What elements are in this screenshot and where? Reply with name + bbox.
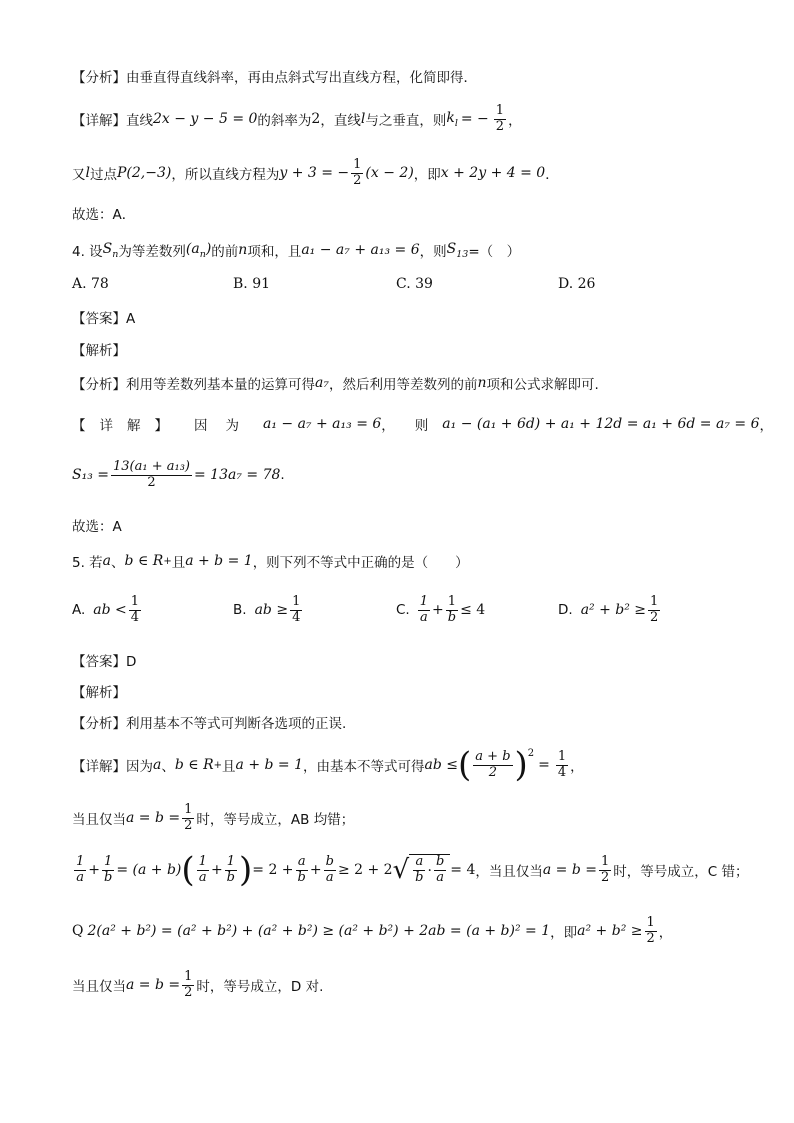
text: 的斜率为 bbox=[257, 113, 312, 130]
numerator: a bbox=[297, 853, 306, 869]
text: ，由基本不等式可得 bbox=[303, 759, 425, 775]
fraction bbox=[446, 595, 458, 626]
math-s13 bbox=[447, 241, 469, 260]
numerator: 1 bbox=[495, 103, 505, 118]
math-lhs: a² + b² ≥ bbox=[580, 602, 647, 619]
numerator: 1 bbox=[130, 594, 140, 609]
choice-text: 故选：A bbox=[72, 519, 122, 535]
text: 为等差数列 bbox=[118, 244, 186, 260]
right-paren: ) bbox=[239, 850, 253, 890]
q5-detail-3: $\frac{1}{a}$ + $\frac{1}{b}$ = (a + b) ( $\frac{1}{a}$ + $\frac{1}{b}$ ) = 2 + $\frac{a}{b}$ + $\frac{b}{a}$ ≥ 2 + 2 √ $\frac{a}{b}$ · $\frac{b}{a}$ = 4 ，当且仅当 a = b = $\frac{1}{2}$ 时，等号成立，C 错； bbox=[76, 850, 749, 890]
text: ，则 bbox=[419, 244, 447, 260]
math-s: S bbox=[446, 240, 457, 257]
q5-analysis bbox=[72, 712, 346, 732]
numerator: b bbox=[325, 853, 334, 869]
fraction bbox=[434, 855, 446, 886]
math-paren: ) bbox=[205, 240, 212, 257]
math-sub: n bbox=[112, 248, 119, 260]
text: 【分析】利用等差数列基本量的运算可得 bbox=[72, 377, 315, 393]
text: ，直线 bbox=[320, 113, 361, 130]
numerator: 1 bbox=[104, 853, 113, 869]
radical-sign-icon: √ bbox=[392, 855, 410, 885]
q4-option-a bbox=[72, 276, 109, 292]
right-paren: ) bbox=[514, 745, 528, 785]
text: 直线 bbox=[126, 113, 153, 130]
text: ． bbox=[545, 167, 559, 184]
denominator: 2 bbox=[495, 118, 505, 134]
text: ，则下列不等式中正确的是（ ） bbox=[252, 555, 469, 571]
text: ， bbox=[570, 759, 584, 775]
detail-line-q3-2 bbox=[72, 158, 559, 189]
fraction bbox=[225, 855, 237, 886]
text: 项和公式求解即可. bbox=[486, 377, 599, 393]
fraction bbox=[473, 750, 512, 781]
text: 项和，且 bbox=[247, 244, 302, 260]
denominator: b bbox=[447, 609, 457, 625]
denominator: a bbox=[436, 870, 444, 885]
left-paren: ( bbox=[458, 745, 472, 785]
numerator: 1 bbox=[184, 969, 193, 984]
math-equation: = (a + b) bbox=[116, 862, 182, 878]
fraction bbox=[290, 595, 302, 626]
numerator: 1 bbox=[184, 802, 193, 817]
denominator: 4 bbox=[557, 764, 567, 780]
numerator: b bbox=[435, 854, 445, 870]
option-label: A. bbox=[72, 602, 86, 619]
numerator: 1 bbox=[557, 748, 567, 764]
math-a: a bbox=[102, 553, 112, 569]
radicand bbox=[409, 854, 450, 886]
math-k: k bbox=[446, 110, 455, 127]
numerator: 1 bbox=[76, 853, 85, 869]
q5-detail-2 bbox=[72, 803, 354, 834]
math-an bbox=[186, 241, 211, 260]
text: 5. 若 bbox=[72, 555, 103, 571]
math-condition: a + b = 1 bbox=[185, 553, 253, 569]
jiexi-heading: 【解析】 bbox=[72, 685, 126, 701]
denominator: b bbox=[297, 869, 306, 885]
text: ，然后利用等差数列的前 bbox=[328, 377, 478, 393]
math-rhs: ≤ 4 bbox=[460, 602, 486, 619]
text: 又 bbox=[72, 167, 86, 184]
denominator: b bbox=[226, 869, 235, 885]
text: ，即 bbox=[413, 167, 441, 184]
question-5-stem bbox=[72, 551, 469, 571]
math-sub: n bbox=[199, 248, 206, 260]
numerator: 1 bbox=[419, 594, 428, 609]
text: 时，等号成立，D 对. bbox=[196, 979, 324, 996]
q5-detail-4 bbox=[72, 916, 672, 947]
option-text: B. 91 bbox=[233, 276, 271, 292]
math-lhs: S₁₃ = bbox=[72, 467, 109, 484]
q4-option-c bbox=[396, 276, 433, 292]
math-operator: + bbox=[432, 602, 444, 619]
text: 4. 设 bbox=[72, 244, 103, 260]
math-equation: a₁ − (a₁ + 6d) + a₁ + 12d = a₁ + 6d = a₇ = 6 bbox=[442, 416, 760, 432]
math-equation: a = b = bbox=[126, 977, 181, 994]
detail-tag: 【详解】 bbox=[72, 759, 126, 775]
denominator: 2 bbox=[184, 984, 193, 1000]
numerator: 1 bbox=[198, 853, 207, 869]
q4-option-d bbox=[558, 276, 595, 292]
math-operator: = − bbox=[460, 111, 489, 128]
fraction bbox=[129, 595, 141, 626]
fraction bbox=[111, 460, 192, 491]
fraction bbox=[324, 855, 336, 886]
math-a: (a bbox=[185, 240, 200, 257]
square-root bbox=[393, 854, 451, 886]
denominator: a bbox=[419, 609, 428, 625]
numerator: 1 bbox=[226, 853, 235, 869]
q5-answer bbox=[72, 650, 136, 670]
denominator: a bbox=[76, 869, 85, 885]
choice-line-q3 bbox=[72, 203, 135, 223]
q4-analysis bbox=[72, 373, 599, 393]
text: 过点 bbox=[89, 167, 117, 184]
fraction bbox=[645, 916, 657, 947]
math-equation: a² + b² ≥ bbox=[577, 923, 643, 940]
fraction bbox=[351, 158, 363, 189]
math-s: S bbox=[102, 240, 113, 257]
math-symbol: l bbox=[360, 111, 366, 128]
denominator: b bbox=[104, 869, 113, 885]
fraction bbox=[74, 855, 86, 886]
math-equation: (x − 2) bbox=[365, 165, 414, 182]
q5-option-d bbox=[558, 595, 662, 626]
math-sn bbox=[103, 241, 119, 260]
text: 、 bbox=[111, 555, 125, 571]
q5-detail-5 bbox=[72, 970, 323, 1001]
text: ， bbox=[658, 925, 673, 942]
math-point: P(2,−3) bbox=[116, 165, 172, 182]
text: 且 bbox=[171, 555, 186, 571]
math-symbol: l bbox=[85, 165, 90, 182]
numerator: 1 bbox=[650, 594, 659, 609]
text: ， bbox=[381, 418, 395, 434]
analysis-line-q3 bbox=[72, 66, 477, 86]
q5-option-c bbox=[396, 595, 485, 626]
text: 当且仅当 bbox=[72, 812, 126, 829]
option-label: D. bbox=[558, 602, 573, 619]
analysis-text: 【分析】利用基本不等式可判断各选项的正误. bbox=[72, 716, 347, 732]
text: =（ ） bbox=[468, 244, 521, 260]
denominator: 2 bbox=[184, 817, 193, 833]
text: ， bbox=[508, 113, 522, 130]
denominator: 2 bbox=[600, 869, 610, 885]
math-set: b ∈ R bbox=[124, 553, 164, 569]
numerator: 1 bbox=[353, 157, 362, 172]
numerator: 1 bbox=[600, 853, 610, 869]
math-sup: + bbox=[163, 555, 172, 567]
math-equation: y + 3 = − bbox=[279, 165, 350, 182]
option-label: B. bbox=[233, 602, 247, 619]
option-text: D. 26 bbox=[558, 276, 596, 292]
choice-text: 故选：A． bbox=[72, 207, 136, 223]
denominator: 2 bbox=[650, 609, 659, 625]
fraction bbox=[296, 855, 308, 886]
math-equation: a = b = bbox=[126, 810, 181, 827]
fraction bbox=[182, 803, 194, 834]
jiexi-heading: 【解析】 bbox=[72, 343, 126, 359]
math-equation: = 4 bbox=[450, 862, 476, 878]
text: 时，等号成立，AB 均错； bbox=[196, 812, 355, 829]
math-lhs: ab < bbox=[93, 602, 127, 619]
math-rhs: = 13a₇ = 78 bbox=[193, 467, 281, 484]
detail-line-q3 bbox=[72, 104, 522, 135]
q4-choice bbox=[72, 515, 122, 535]
fraction bbox=[418, 595, 430, 626]
text: 的前 bbox=[211, 244, 239, 260]
math-symbol: Q bbox=[72, 923, 84, 940]
option-text: A. 78 bbox=[72, 276, 109, 292]
fraction bbox=[102, 855, 114, 886]
text: 且 bbox=[222, 759, 236, 775]
math-lhs: ab ≤ bbox=[424, 757, 459, 773]
math-value: 2 bbox=[311, 111, 321, 128]
math-a7: a₇ bbox=[315, 375, 329, 391]
denominator: 4 bbox=[130, 609, 140, 625]
math-operator: + bbox=[88, 862, 101, 878]
fraction bbox=[599, 855, 611, 886]
denominator: b bbox=[415, 870, 424, 885]
math-equation: 2x − y − 5 = 0 bbox=[153, 111, 258, 128]
math-lhs: ab ≥ bbox=[254, 602, 289, 619]
fraction bbox=[413, 855, 425, 886]
denominator: a bbox=[325, 869, 334, 885]
text: ， bbox=[759, 418, 773, 434]
denominator: 4 bbox=[292, 609, 301, 625]
math-slope bbox=[446, 110, 458, 129]
denominator: 2 bbox=[147, 474, 156, 490]
math-operator: + bbox=[309, 862, 322, 878]
text: ，当且仅当 bbox=[475, 864, 543, 880]
q5-jiexi bbox=[72, 681, 126, 701]
text: 因为 bbox=[126, 759, 153, 775]
fraction bbox=[556, 750, 568, 781]
math-condition: a + b = 1 bbox=[235, 757, 304, 773]
math-condition: a₁ − a₇ + a₁₃ = 6 bbox=[301, 242, 420, 258]
math-equation: = 2 + bbox=[252, 862, 294, 878]
q4-answer bbox=[72, 307, 135, 327]
q4-jiexi bbox=[72, 339, 126, 359]
fraction bbox=[494, 104, 506, 135]
math-set: b ∈ R bbox=[174, 757, 214, 773]
math-equation: 2(a² + b²) = (a² + b²) + (a² + b²) ≥ (a² + b²) + 2ab = (a + b)² = 1 bbox=[87, 923, 551, 940]
text: 则 bbox=[414, 418, 429, 434]
q5-option-a bbox=[72, 595, 143, 626]
math-operator: = bbox=[538, 757, 550, 773]
question-4-stem bbox=[72, 240, 520, 260]
text: . bbox=[280, 467, 285, 484]
left-paren: ( bbox=[181, 850, 195, 890]
fraction bbox=[197, 855, 209, 886]
numerator: 1 bbox=[292, 594, 301, 609]
option-label: C. bbox=[396, 602, 410, 619]
q5-option-b bbox=[233, 595, 304, 626]
detail-tag: 【详解】 bbox=[72, 418, 182, 434]
math-n: n bbox=[238, 242, 248, 258]
q5-detail-1 bbox=[72, 745, 584, 785]
math-equation: a₁ − a₇ + a₁₃ = 6 bbox=[263, 416, 382, 432]
detail-tag: 【详解】 bbox=[72, 113, 126, 130]
math-operator: · bbox=[427, 862, 432, 879]
q4-option-b bbox=[233, 276, 270, 292]
denominator: a bbox=[198, 869, 207, 885]
math-sub: l bbox=[454, 117, 458, 129]
text: 与之垂直，则 bbox=[365, 113, 447, 130]
denominator: 2 bbox=[353, 172, 362, 188]
math-inequality: ≥ 2 + 2 bbox=[337, 862, 393, 878]
option-text: C. 39 bbox=[396, 276, 433, 292]
text: ，即 bbox=[550, 925, 578, 942]
fraction bbox=[648, 595, 660, 626]
math-power: 2 bbox=[527, 748, 535, 759]
math-sub: 13 bbox=[456, 248, 469, 260]
text: ，所以直线方程为 bbox=[171, 167, 280, 184]
denominator: 2 bbox=[646, 930, 655, 946]
q4-detail bbox=[72, 414, 773, 434]
numerator: a + b bbox=[475, 748, 511, 764]
answer-text: 【答案】D bbox=[72, 654, 137, 670]
text: 时，等号成立，C 错； bbox=[613, 864, 749, 880]
analysis-text: 【分析】由垂直得直线斜率，再由点斜式写出直线方程，化简即得． bbox=[72, 70, 477, 86]
numerator: a bbox=[415, 854, 424, 870]
math-n: n bbox=[477, 375, 487, 391]
text: 当且仅当 bbox=[72, 979, 126, 996]
numerator: 1 bbox=[646, 915, 655, 930]
math-sup: + bbox=[213, 759, 223, 771]
answer-text: 【答案】A bbox=[72, 311, 136, 327]
numerator: 1 bbox=[447, 594, 457, 609]
q4-sum-formula bbox=[72, 460, 285, 491]
math-equation: x + 2y + 4 = 0 bbox=[440, 165, 546, 182]
math-equation: a = b = bbox=[542, 862, 597, 878]
denominator: 2 bbox=[488, 764, 498, 780]
numerator: 13(a₁ + a₁₃) bbox=[113, 459, 190, 474]
fraction bbox=[182, 970, 194, 1001]
text: 、 bbox=[161, 759, 175, 775]
text: 因为 bbox=[194, 418, 257, 434]
math-a: a bbox=[153, 757, 162, 773]
